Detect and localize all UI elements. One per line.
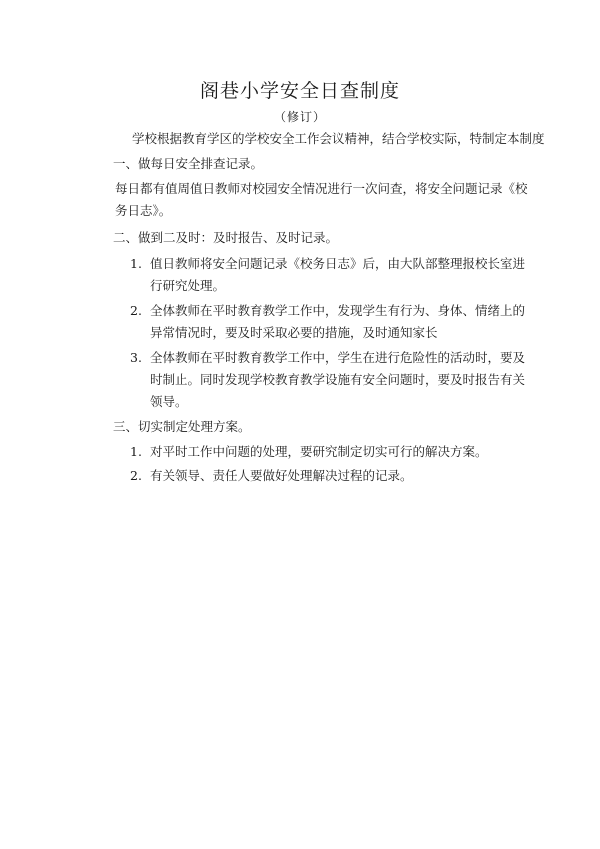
- section2-item1-line2: 行研究处理。: [150, 278, 226, 293]
- section2-item1-number: 1.: [130, 256, 142, 271]
- intro-paragraph: 学校根据教育学区的学校安全工作会议精神，结合学校实际，特制定本制度: [132, 131, 545, 146]
- section3-item2-line1: 有关领导、责任人要做好处理解决过程的记录。: [150, 468, 413, 483]
- section2-item2-line1: 全体教师在平时教育教学工作中，发现学生有行为、身体、情绪上的: [150, 303, 526, 318]
- section3-item1-number: 1.: [130, 444, 142, 459]
- page-subtitle: （修订）: [273, 110, 326, 124]
- section2-item3-line2: 时制止。同时发现学校教育教学设施有安全问题时，要及时报告有关: [150, 372, 526, 387]
- section1-body-line2: 务日志》。: [115, 203, 172, 218]
- section2-item2-line2: 异常情况时，要及时采取必要的措施，及时通知家长: [150, 325, 438, 340]
- section3-heading: 三、切实制定处理方案。: [113, 419, 251, 434]
- section1-body-line1: 每日都有值周值日教师对校园安全情况进行一次问查，将安全问题记录《校: [115, 181, 528, 196]
- section2-item2-number: 2.: [130, 303, 142, 318]
- page-title: 阁巷小学安全日查制度: [199, 80, 400, 102]
- section1-heading: 一、做每日安全排查记录。: [113, 156, 264, 171]
- section2-item3-line3: 领导。: [150, 394, 188, 409]
- section3-item2-number: 2.: [130, 468, 142, 483]
- section2-heading: 二、做到二及时：及时报告、及时记录。: [113, 230, 339, 245]
- section3-item1-line1: 对平时工作中问题的处理，要研究制定切实可行的解决方案。: [150, 444, 488, 459]
- section2-item3-number: 3.: [130, 350, 142, 365]
- section2-item3-line1: 全体教师在平时教育教学工作中，学生在进行危险性的活动时，要及: [150, 350, 526, 365]
- section2-item1-line1: 值日教师将安全问题记录《校务日志》后，由大队部整理报校长室进: [150, 256, 526, 271]
